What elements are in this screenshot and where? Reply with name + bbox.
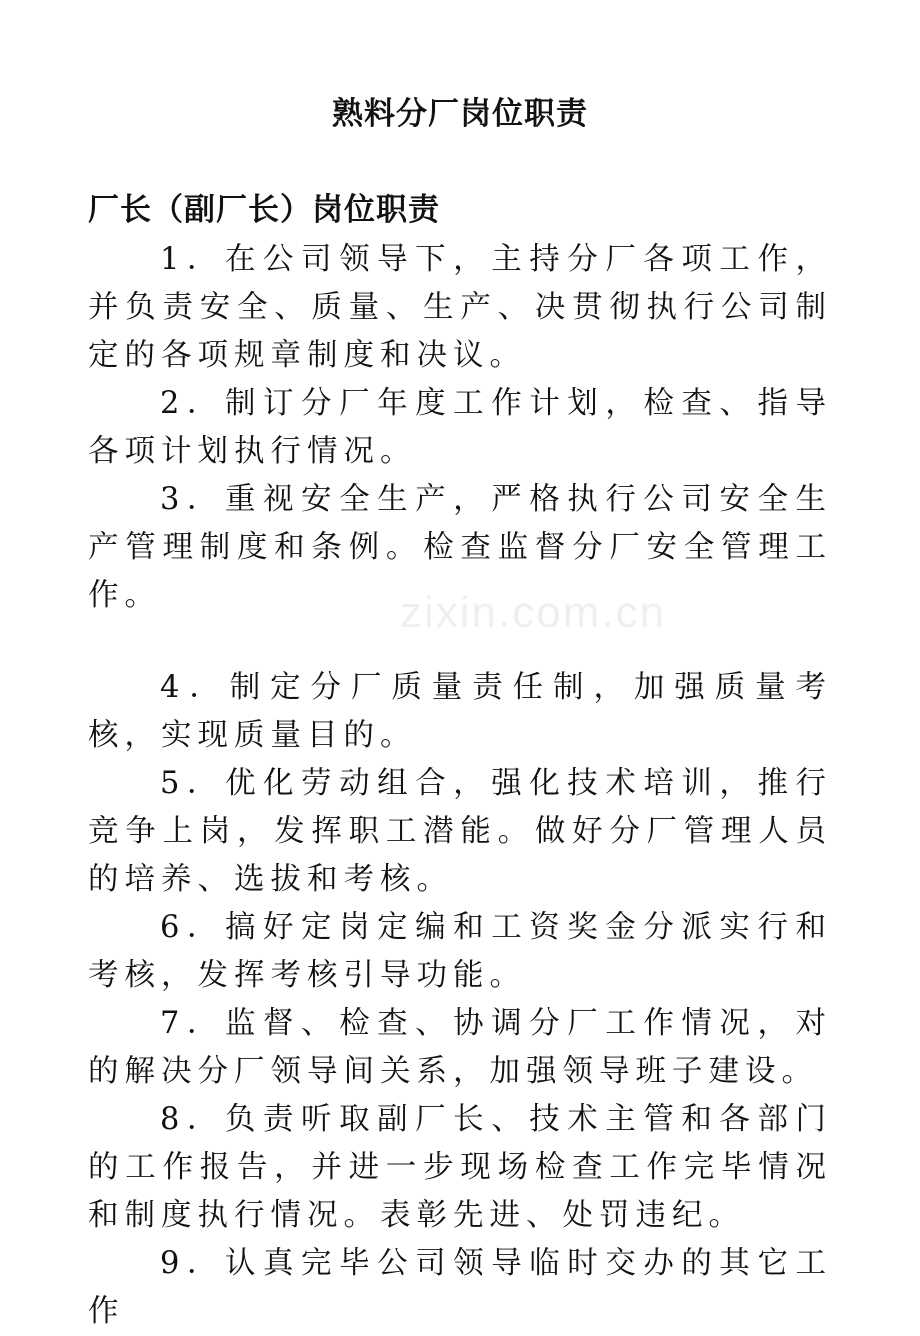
paragraph-item-4: 4．制定分厂质量责任制，加强质量考核，实现质量目的。 — [88, 670, 832, 753]
paragraph-item-7: 7．监督、检查、协调分厂工作情况，对的解决分厂领导间关系，加强领导班子建设。 — [88, 1006, 832, 1089]
paragraph-item-1: 1．在公司领导下，主持分厂各项工作，并负责安全、质量、生产、决贯彻执行公司制定的各项规章制度和决议。 — [88, 242, 832, 373]
section-heading: 厂长（副厂长）岗位职责 — [88, 192, 440, 228]
document-body — [88, 236, 832, 1336]
paragraph-item-5: 5．优化劳动组合，强化技术培训，推行竞争上岗，发挥职工潜能。做好分厂管理人员的培养、选拔和考核。 — [88, 766, 832, 897]
paragraph-item-2: 2．制订分厂年度工作计划，检查、指导各项计划执行情况。 — [88, 386, 832, 469]
paragraph-item-6: 6．搞好定岗定编和工资奖金分派实行和考核，发挥考核引导功能。 — [88, 910, 832, 993]
paragraph-item-9: 9．认真完毕公司领导临时交办的其它工作 — [88, 1246, 832, 1329]
paragraph-item-8: 8．负责听取副厂长、技术主管和各部门的工作报告，并进一步现场检查工作完毕情况和制度执行情况。表彰先进、处罚违纪。 — [88, 1102, 832, 1233]
watermark-text: zixin.com.cn — [400, 588, 667, 637]
paragraph-item-3: 3．重视安全生产，严格执行公司安全生产管理制度和条例。检查监督分厂安全管理工作。 — [88, 482, 832, 613]
document-title: 熟料分厂岗位职责 — [332, 96, 588, 132]
